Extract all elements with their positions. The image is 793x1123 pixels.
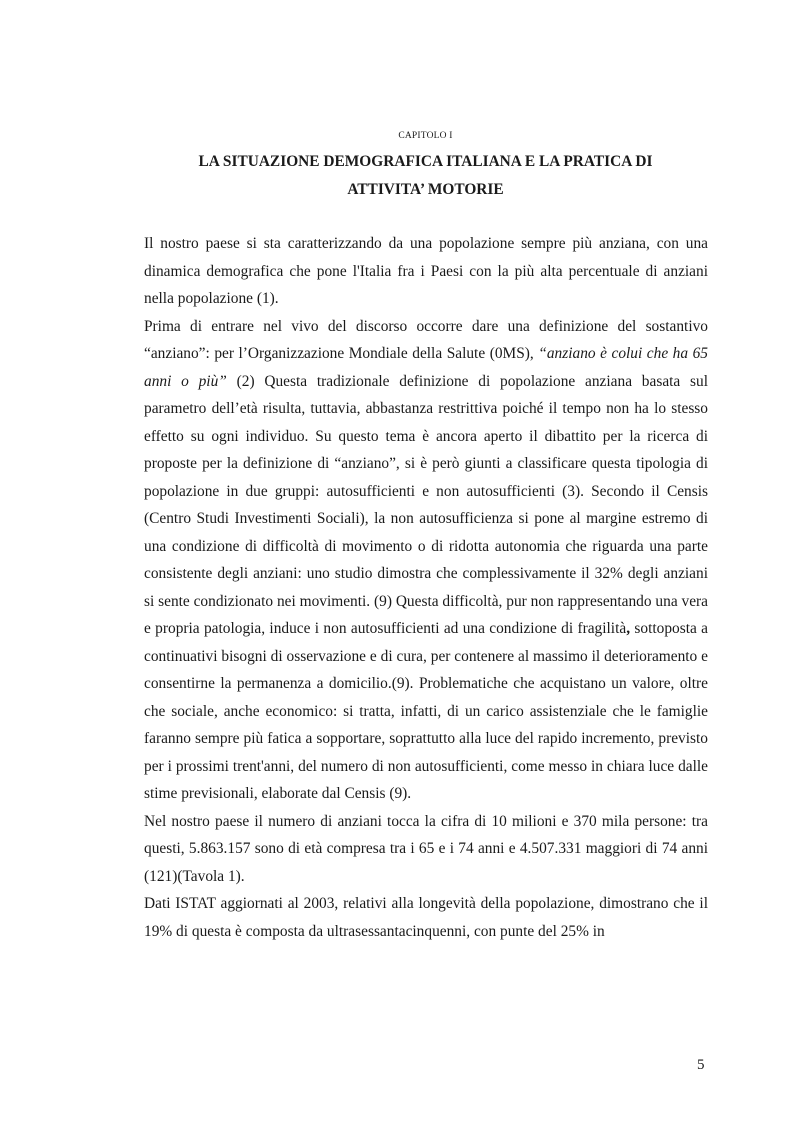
paragraph-2-part-b: (2) Questa tradizionale definizione di popolazione anziana basata sul parametro dell’età risulta, tuttavia, abbastanza restrittiva poiché il tempo non ha lo stesso effetto su ogni individuo. Su questo tema è ancora aperto il dibattito per la ricerca di proposte per la definizione di “anziano”, si è però giunti a classificare questa tipologia di popolazione in due gruppi: autosufficienti e non autosufficienti (3). Secondo il Censis (Centro Studi Investimenti Sociali), la non autosufficienza si pone al margine estremo di una condizione di difficoltà di movimento o di ridotta autonomia che riguarda una parte consistente degli anziani: uno studio dimostra che complessivamente il 32% degli anziani si sente condizionato nei movimenti. (9) Questa difficoltà, pur non rappresentando una vera e propria patologia, induce i non autosufficienti ad una condizione di fragilità	[144, 372, 708, 637]
body-text	[144, 230, 708, 945]
oms-definition-quote: “anziano è colui che ha 65 anni o più”	[144, 345, 708, 390]
chapter-title	[0, 148, 793, 204]
paragraph-4: Dati ISTAT aggiornati al 2003, relativi alla longevità della popolazione, dimostrano che il 19% di questa è composta da ultrasessantacinquenni, con punte del 25% in	[144, 895, 708, 940]
chapter-title-line-1: LA SITUAZIONE DEMOGRAFICA ITALIANA E LA PRATICA DI	[198, 153, 653, 170]
paragraph-1: Il nostro paese si sta caratterizzando da una popolazione sempre più anziana, con una dinamica demografica che pone l'Italia fra i Paesi con la più alta percentuale di anziani nella popolazione (1).	[144, 235, 708, 307]
chapter-label: CAPITOLO I	[398, 131, 453, 141]
paragraph-2	[144, 313, 708, 808]
chapter-title-line-2: ATTIVITA’ MOTORIE	[347, 181, 504, 198]
paragraph-2-part-a: Prima di entrare nel vivo del discorso occorre dare una definizione del sostantivo “anziano”: per l’Organizzazione Mondiale della Salute (0MS),	[144, 317, 708, 362]
paragraph-3: Nel nostro paese il numero di anziani tocca la cifra di 10 milioni e 370 mila persone: tra questi, 5.863.157 sono di età compresa tra i 65 e i 74 anni e 4.507.331 maggiori di 74 anni (121)(Tavola 1).	[144, 812, 708, 885]
page-number: 5	[697, 1057, 705, 1073]
paragraph-2-part-c: sottoposta a continuativi bisogni di osservazione e di cura, per contenere al massimo il deterioramento e consentirne la permanenza a domicilio.(9). Problematiche che acquistano un valore, oltre che sociale, anche economico: si tratta, infatti, di un carico assistenziale che le famiglie faranno sempre più fatica a sopportare, soprattutto alla luce del rapido incremento, previsto per i prossimi trent'anni, del numero di non autosufficienti, come messo in chiara luce dalle stime previsionali, elaborate dal Censis (9).	[144, 620, 708, 802]
bold-comma: ,	[626, 620, 631, 637]
